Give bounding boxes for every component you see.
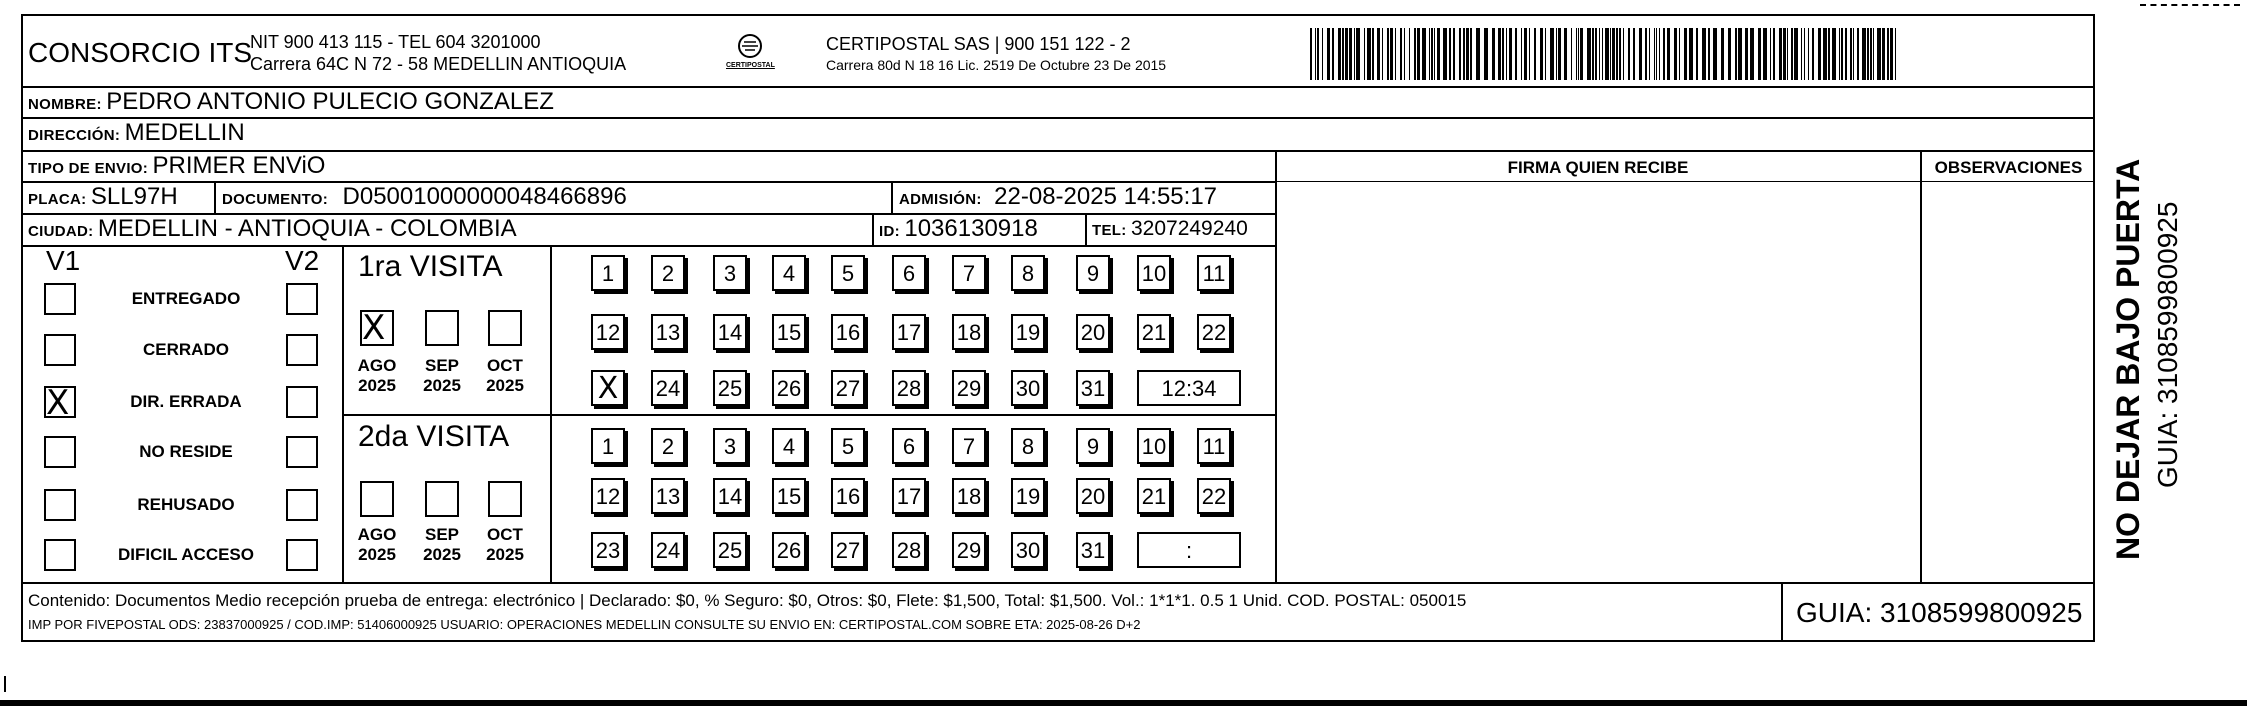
status-label: NO RESIDE: [139, 442, 233, 461]
first-visit-day-box[interactable]: 11: [1197, 255, 1231, 291]
status-label: ENTREGADO: [131, 289, 241, 308]
first-visit-month-label: [481, 356, 529, 396]
second-visit-day-box[interactable]: 2: [651, 428, 685, 464]
first-visit-title: 1ra VISITA: [358, 250, 503, 283]
month-year: 2025: [423, 376, 461, 395]
first-visit-day-box[interactable]: 17: [892, 314, 926, 350]
v2-checkbox[interactable]: [286, 283, 318, 315]
first-visit-day-box[interactable]: 30: [1011, 370, 1045, 406]
observaciones-header: OBSERVACIONES: [1934, 158, 2083, 177]
first-visit-day-box[interactable]: 7: [952, 255, 986, 291]
first-visit-day-box[interactable]: 1: [591, 255, 625, 291]
first-visit-day-box[interactable]: 28: [892, 370, 926, 406]
second-visit-day-box[interactable]: 31: [1076, 532, 1110, 568]
second-visit-day-box[interactable]: 8: [1011, 428, 1045, 464]
first-visit-month-label: [418, 356, 466, 396]
first-visit-day-box[interactable]: 31: [1076, 370, 1110, 406]
first-visit-day-box[interactable]: [591, 370, 625, 406]
dir-errada-v1-check-mark: X: [46, 383, 70, 423]
placa-field: [28, 183, 178, 211]
id-field: [879, 215, 1038, 243]
tipo-envio-field: [28, 152, 325, 180]
nombre-label: NOMBRE:: [28, 96, 102, 113]
day-23-check-mark: X: [597, 371, 619, 406]
month-year: 2025: [486, 545, 524, 564]
second-visit-day-box[interactable]: 4: [772, 428, 806, 464]
tipo-envio-label: TIPO DE ENVIO:: [28, 160, 149, 177]
status-label: REHUSADO: [137, 495, 235, 514]
second-visit-month-checkbox[interactable]: [360, 481, 394, 517]
v1-checkbox[interactable]: [44, 539, 76, 571]
firma-header: FIRMA QUIEN RECIBE: [1507, 158, 1689, 177]
second-visit-day-box[interactable]: 11: [1197, 428, 1231, 464]
ciudad-value: MEDELLIN - ANTIOQUIA - COLOMBIA: [97, 215, 517, 242]
month-name: SEP: [424, 525, 460, 544]
impresion-line: IMP POR FIVEPOSTAL ODS: 23837000925 / COD.IMP: 51406000925 USUARIO: OPERACIONES MEDELLIN CONSULTE SU ENVIO EN: CERTIPOSTAL.COM SOBRE ETA: 2025-08-26 D+2: [28, 617, 1141, 632]
bottom-rule: [0, 700, 2247, 706]
v2-checkbox[interactable]: [286, 436, 318, 468]
ago-check-mark: X: [362, 308, 386, 348]
first-visit-day-box[interactable]: 18: [952, 314, 986, 350]
second-visit-month-label: [353, 525, 401, 565]
tel-field: [1092, 217, 1248, 241]
month-year: 2025: [358, 376, 396, 395]
barcode: [1310, 28, 1900, 80]
first-visit-day-box[interactable]: 15: [772, 314, 806, 350]
second-visit-day-box[interactable]: 7: [952, 428, 986, 464]
first-visit-day-box[interactable]: 3: [713, 255, 747, 291]
second-visit-day-box[interactable]: 3: [713, 428, 747, 464]
status-label: CERRADO: [143, 340, 229, 359]
first-visit-day-box[interactable]: 8: [1011, 255, 1045, 291]
id-value: 1036130918: [904, 215, 1038, 242]
v2-checkbox[interactable]: [286, 334, 318, 366]
nombre-value: PEDRO ANTONIO PULECIO GONZALEZ: [106, 88, 554, 115]
admision-value: 22-08-2025 14:55:17: [994, 183, 1218, 210]
direccion-field: [28, 119, 245, 147]
v1-header: V1: [46, 245, 81, 276]
month-year: 2025: [423, 545, 461, 564]
second-visit-day-box[interactable]: 27: [831, 532, 865, 568]
second-visit-day-box[interactable]: 12: [591, 478, 625, 514]
firma-column-left-border: [1275, 150, 1277, 582]
certipostal-logo: [720, 32, 780, 78]
v2-checkbox[interactable]: [286, 489, 318, 521]
admision-field: [899, 183, 1217, 211]
first-visit-day-box[interactable]: 10: [1137, 255, 1171, 291]
first-visit-month-checkbox[interactable]: [488, 310, 522, 346]
second-visit-day-box[interactable]: 17: [892, 478, 926, 514]
v1-checkbox[interactable]: [44, 436, 76, 468]
first-visit-day-box[interactable]: 13: [651, 314, 685, 350]
second-visit-month-checkbox[interactable]: [425, 481, 459, 517]
first-visit-day-box[interactable]: 26: [772, 370, 806, 406]
second-visit-day-box[interactable]: 28: [892, 532, 926, 568]
second-visit-day-box[interactable]: 10: [1137, 428, 1171, 464]
tel-value: 3207249240: [1130, 217, 1248, 240]
month-name: AGO: [357, 356, 397, 375]
company-name: CONSORCIO ITS: [28, 37, 253, 68]
second-visit-month-label: [418, 525, 466, 565]
status-label: DIFICIL ACCESO: [117, 545, 254, 564]
second-visit-day-box[interactable]: 21: [1137, 478, 1171, 514]
second-visit-day-box[interactable]: 29: [952, 532, 986, 568]
company-nit: NIT 900 413 115 - TEL 604 3201000: [250, 32, 541, 52]
ciudad-label: CIUDAD:: [28, 223, 94, 240]
first-visit-day-box[interactable]: 19: [1011, 314, 1045, 350]
first-visit-day-box[interactable]: 4: [772, 255, 806, 291]
second-visit-day-box[interactable]: 16: [831, 478, 865, 514]
second-visit-day-box[interactable]: 24: [651, 532, 685, 568]
second-visit-day-box[interactable]: 15: [772, 478, 806, 514]
second-visit-day-box[interactable]: 14: [713, 478, 747, 514]
documento-field: [222, 183, 627, 211]
placa-label: PLACA:: [28, 191, 87, 208]
id-label: ID:: [879, 223, 900, 240]
carrier-name: CERTIPOSTAL SAS | 900 151 122 - 2: [826, 34, 1131, 54]
second-visit-day-box[interactable]: 26: [772, 532, 806, 568]
month-name: OCT: [487, 525, 523, 544]
first-visit-day-box[interactable]: 2: [651, 255, 685, 291]
first-visit-month-checkbox[interactable]: [425, 310, 459, 346]
second-visit-day-box[interactable]: 19: [1011, 478, 1045, 514]
first-visit-day-box[interactable]: 24: [651, 370, 685, 406]
second-visit-day-box[interactable]: 23: [591, 532, 625, 568]
logo-wordmark: CERTIPOSTAL: [726, 62, 775, 69]
first-visit-day-box[interactable]: 5: [831, 255, 865, 291]
v1-checkbox[interactable]: [44, 283, 76, 315]
month-year: 2025: [358, 545, 396, 564]
second-visit-day-box[interactable]: 9: [1076, 428, 1110, 464]
first-visit-day-box[interactable]: 6: [892, 255, 926, 291]
side-guia-number: GUIA: 3108599800925: [2152, 201, 2183, 488]
company-address: Carrera 64C N 72 - 58 MEDELLIN ANTIOQUIA: [250, 54, 627, 74]
first-visit-day-box[interactable]: 21: [1137, 314, 1171, 350]
v1-checkbox[interactable]: [44, 489, 76, 521]
second-visit-day-box[interactable]: 18: [952, 478, 986, 514]
admision-label: ADMISIÓN:: [899, 191, 982, 208]
first-visit-time-box[interactable]: 12:34: [1137, 370, 1241, 406]
first-visit-day-box[interactable]: 14: [713, 314, 747, 350]
carrier-address: Carrera 80d N 18 16 Lic. 2519 De Octubre 23 De 2015: [826, 57, 1167, 73]
second-visit-day-box[interactable]: 25: [713, 532, 747, 568]
second-visit-day-box[interactable]: 6: [892, 428, 926, 464]
v2-header: V2: [285, 245, 320, 276]
v1-checkbox[interactable]: [44, 334, 76, 366]
month-year: 2025: [486, 376, 524, 395]
month-name: SEP: [424, 356, 460, 375]
tipo-envio-value: PRIMER ENViO: [152, 152, 326, 179]
second-visit-title: 2da VISITA: [358, 420, 510, 453]
second-visit-month-checkbox[interactable]: [488, 481, 522, 517]
first-visit-day-box[interactable]: 22: [1197, 314, 1231, 350]
second-visit-time-box[interactable]: :: [1137, 532, 1241, 568]
first-visit-day-box[interactable]: 20: [1076, 314, 1110, 350]
first-visit-day-box[interactable]: 29: [952, 370, 986, 406]
guia-number: GUIA: 3108599800925: [1796, 597, 2083, 628]
placa-value: SLL97H: [90, 183, 178, 210]
no-dejar-bajo-puerta: NO DEJAR BAJO PUERTA: [2110, 158, 2146, 560]
second-visit-day-box[interactable]: 30: [1011, 532, 1045, 568]
v2-checkbox[interactable]: [286, 386, 318, 418]
contenido-line: Contenido: Documentos Medio recepción prueba de entrega: electrónico | Declarado: $0, % Seguro: $0, Otros: $0, Flete: $1,500, Total: $1,500. Vol.: 1*1*1. 0.5 1 Unid. COD. POSTAL: 050015: [28, 591, 1467, 610]
second-visit-day-box[interactable]: 1: [591, 428, 625, 464]
status-label: DIR. ERRADA: [130, 392, 242, 411]
v2-checkbox[interactable]: [286, 539, 318, 571]
second-visit-day-box[interactable]: 22: [1197, 478, 1231, 514]
documento-label: DOCUMENTO:: [222, 191, 329, 208]
first-visit-day-box[interactable]: 27: [831, 370, 865, 406]
second-visit-month-label: [481, 525, 529, 565]
first-visit-day-box[interactable]: 25: [713, 370, 747, 406]
corner-dash-mark: [2140, 4, 2240, 6]
month-name: AGO: [357, 525, 397, 544]
observaciones-column-left-border: [1920, 150, 1922, 582]
first-visit-day-box[interactable]: 16: [831, 314, 865, 350]
direccion-value: MEDELLIN: [124, 119, 245, 146]
tel-label: TEL:: [1092, 222, 1127, 239]
ciudad-field: [28, 215, 517, 243]
second-visit-day-box[interactable]: 5: [831, 428, 865, 464]
nombre-field: [28, 88, 554, 116]
documento-value: D05001000000048466896: [342, 183, 627, 210]
cut-mark: [4, 676, 6, 692]
direccion-label: DIRECCIÓN:: [28, 127, 121, 144]
second-visit-day-box[interactable]: 13: [651, 478, 685, 514]
first-visit-day-box[interactable]: 12: [591, 314, 625, 350]
month-name: OCT: [487, 356, 523, 375]
second-visit-day-box[interactable]: 20: [1076, 478, 1110, 514]
first-visit-month-label: [353, 356, 401, 396]
first-visit-day-box[interactable]: 9: [1076, 255, 1110, 291]
